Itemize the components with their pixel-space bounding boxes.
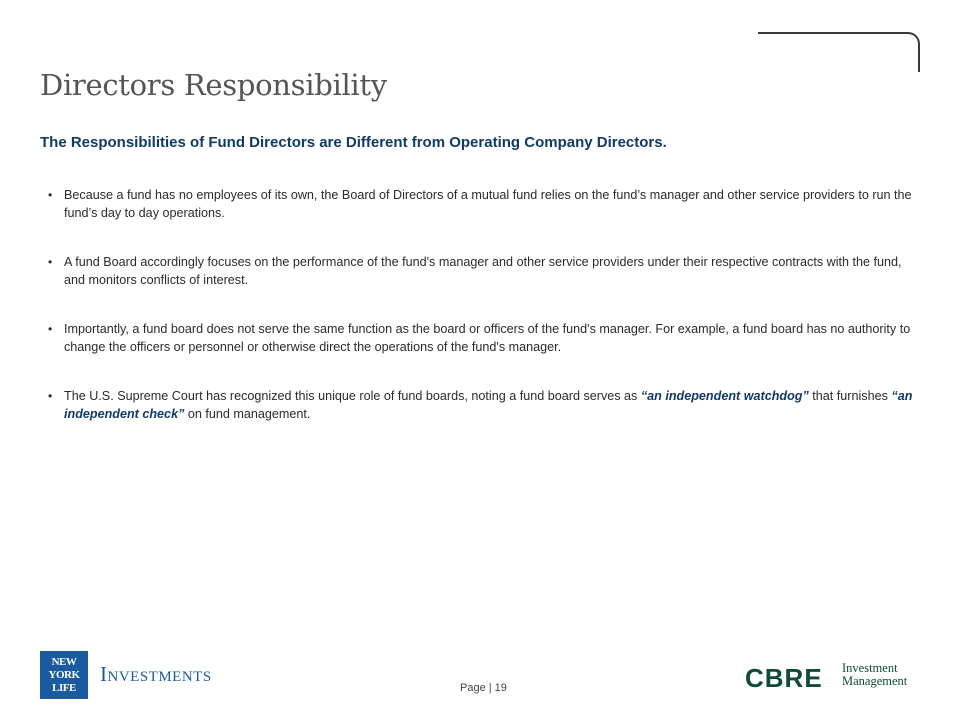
nyl-logo-line: YORK [48,668,80,681]
nyl-logo-line: LIFE [52,681,76,694]
bullet-item [40,320,920,356]
bullet-text: A fund Board accordingly focuses on the performance of the fund's manager and other service providers under their respective contracts with the fund, and monitors conflicts of interest. [64,255,902,287]
bullet-text: Importantly, a fund board does not serve the same function as the board or officers of the fund's manager. For example, a fund board has no authority to change the officers or personnel or otherwise direct the operations of the fund's manager. [64,322,911,354]
corner-frame-decoration [758,32,920,72]
bullet-text: that furnishes [808,389,892,403]
bullet-glyph: • [48,188,53,202]
page-subtitle: The Responsibilities of Fund Directors are Different from Operating Company Directors. [40,134,667,151]
cbre-investment-management-wordmark [842,662,907,688]
nyl-investments-wordmark: Investments [100,662,212,686]
cbre-sub-line: Investment [842,661,898,675]
quote-independent-check: “an independent check” [64,389,913,421]
nyl-logo-line: NEW [51,655,77,668]
bullet-text: The U.S. Supreme Court has recognized this unique role of fund boards, noting a fund board serves as [64,389,641,403]
bullet-text: Because a fund has no employees of its own, the Board of Directors of a mutual fund relies on the fund’s manager and other service providers to run the fund’s day to day operations. [64,188,912,220]
cbre-sub-line: Management [842,674,908,688]
cbre-logo: CBRE [745,663,823,693]
bullet-glyph: • [48,389,53,403]
bullet-text: on fund management. [184,407,311,421]
quote-independent-watchdog: “an independent watchdog” [640,389,809,403]
bullet-item [40,253,920,289]
bullet-item [40,387,920,423]
bullet-item [40,186,920,222]
bullet-glyph: • [48,255,53,269]
new-york-life-logo [40,651,88,699]
page-title: Directors Responsibility [40,68,387,102]
bullet-list [40,186,920,454]
bullet-glyph: • [48,322,53,336]
page-number: Page | 19 [460,682,507,694]
